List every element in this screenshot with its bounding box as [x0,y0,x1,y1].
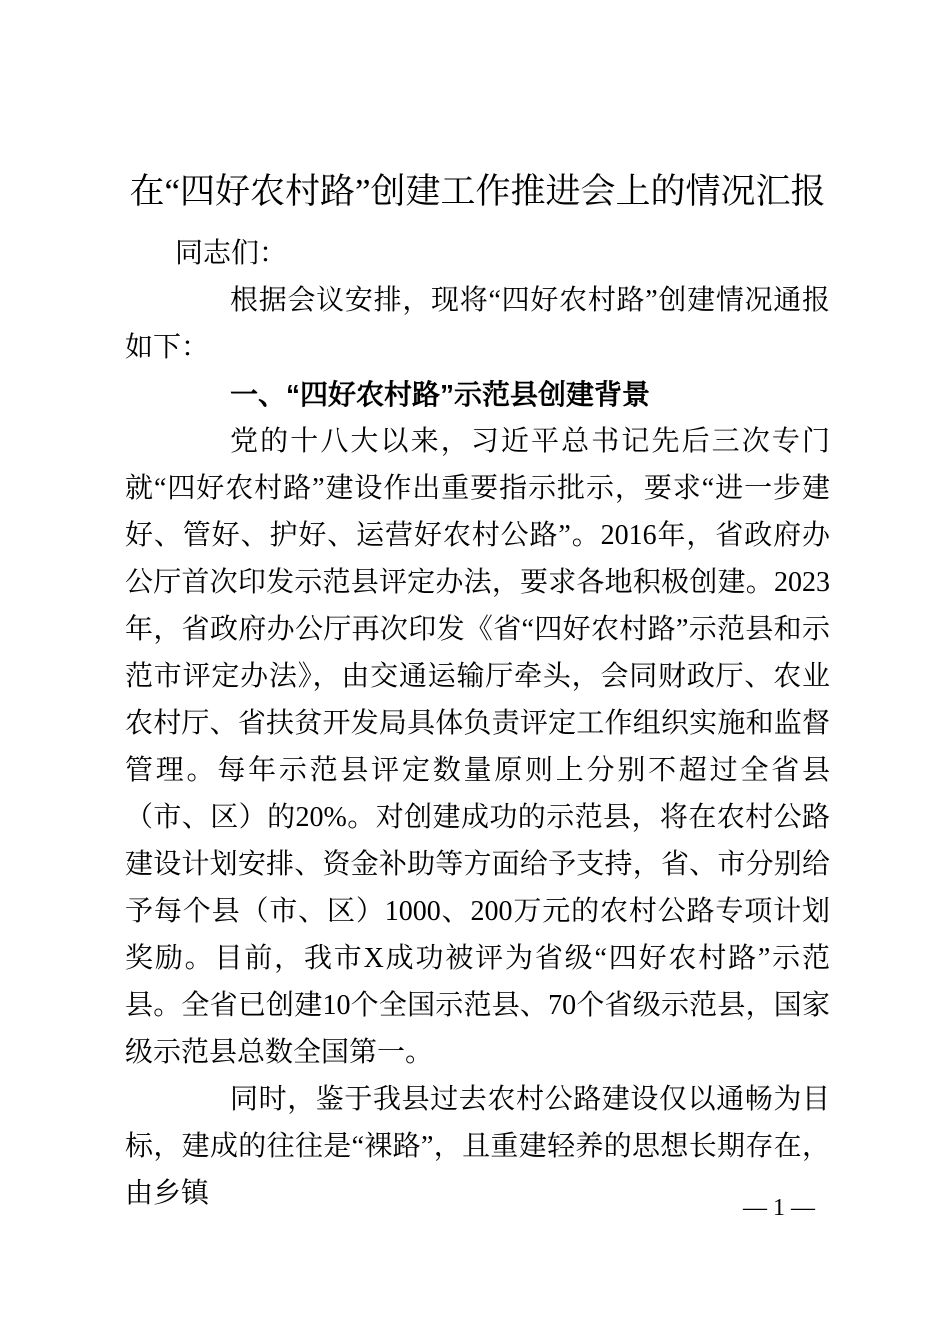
document-title: 在“四好农村路”创建工作推进会上的情况汇报 [129,172,826,211]
salutation: 同志们： [175,238,288,269]
page-number: — 1 — [743,1195,815,1221]
body-paragraph: 同时，鉴于我县过去农村公路建设仅以通畅为目标，建成的往往是“裸路”，且重建轻养的思想长期存在，由乡镇 [125,1084,830,1209]
body-paragraph: 党的十八大以来，习近平总书记先后三次专门就“四好农村路”建设作出重要指示批示，要求“进一步建好、管好、护好、运营好农村公路”。2016年，省政府办公厅首次印发示范县评定办法，要求各地积极创建。2023年，省政府办公厅再次印发《省“四好农村路”示范县和示范市评定办法》，由交通运输厅牵头，会同财政厅、农业农村厅、省扶贫开发局具体负责评定工作组织实施和监督管理。每年示范县评定数量原则上分别不超过全省县（市、区）的20%。对创建成功的示范县，将在农村公路建设计划安排、资金补助等方面给予支持，省、市分别给予每个县（市、区）1000、200万元的农村公路专项计划奖励。目前，我市X成功被评为省级“四好农村路”示范县。全省已创建10个全国示范县、70个省级示范县，国家级示范县总数全国第一。 [125,426,830,1068]
document-body [125,277,830,1217]
body-paragraph: 根据会议安排，现将“四好农村路”创建情况通报如下： [125,285,830,363]
section-heading: 一、“四好农村路”示范县创建背景 [230,379,651,410]
